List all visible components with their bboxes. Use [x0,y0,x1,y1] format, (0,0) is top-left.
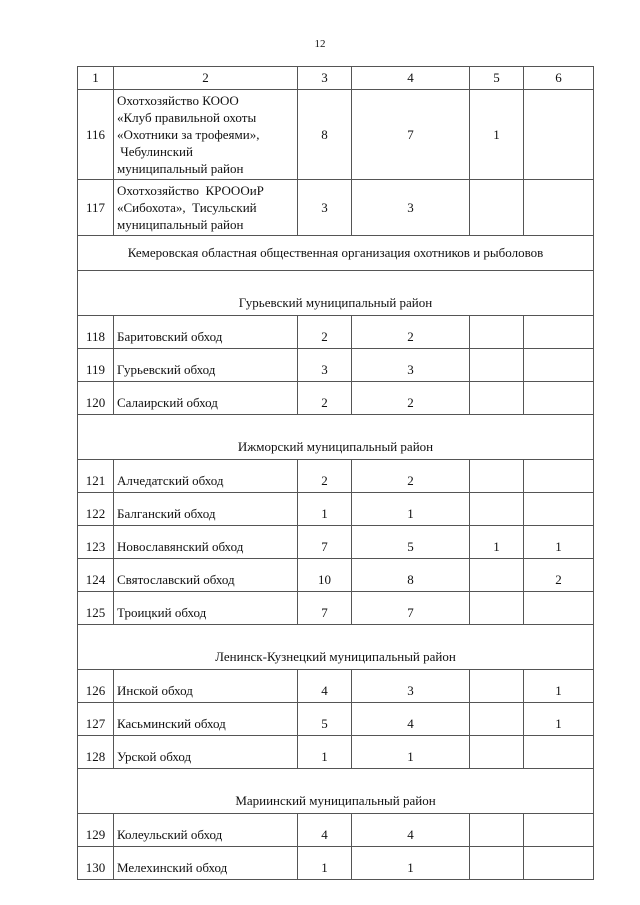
row-name: Новославянский обход [114,526,298,559]
organization-title-row [78,236,594,271]
row-name: Инской обход [114,670,298,703]
row-value-c5 [470,349,524,382]
row-value-c4: 7 [352,592,470,625]
row-value-c4: 2 [352,382,470,415]
row-value-c3: 4 [298,670,352,703]
row-value-c6 [524,592,594,625]
row-value-c4: 7 [352,90,470,180]
row-name: Колеульский обход [114,814,298,847]
row-value-c6: 1 [524,703,594,736]
row-value-c4: 4 [352,814,470,847]
table-row [78,847,594,880]
row-value-c5 [470,703,524,736]
header-cell: 3 [298,67,352,90]
row-name: Святославский обход [114,559,298,592]
district-title: Ижморский муниципальный район [78,415,594,460]
row-number: 117 [78,180,114,236]
district-header-row [78,415,594,460]
row-value-c3: 3 [298,349,352,382]
row-value-c4: 4 [352,703,470,736]
row-value-c4: 2 [352,460,470,493]
row-number: 126 [78,670,114,703]
row-number: 124 [78,559,114,592]
table-row [78,814,594,847]
row-value-c5 [470,736,524,769]
table-row [78,316,594,349]
row-value-c4: 2 [352,316,470,349]
row-name-line: Охотхозяйство КРОООиР [117,183,264,198]
row-value-c4: 3 [352,670,470,703]
row-value-c6: 1 [524,526,594,559]
row-value-c6 [524,493,594,526]
row-value-c3: 7 [298,592,352,625]
row-name: Баритовский обход [114,316,298,349]
district-header-row [78,271,594,316]
row-number: 123 [78,526,114,559]
row-value-c4: 5 [352,526,470,559]
row-value-c3: 3 [298,180,352,236]
row-number: 127 [78,703,114,736]
table-row [78,349,594,382]
row-number: 116 [78,90,114,180]
row-value-c6 [524,90,594,180]
table-row [78,592,594,625]
row-name: Балганский обход [114,493,298,526]
row-name: Салаирский обход [114,382,298,415]
row-value-c3: 1 [298,493,352,526]
table-row [78,90,594,180]
table-row [78,493,594,526]
row-name-line: «Клуб правильной охоты [117,110,257,125]
row-value-c5 [470,316,524,349]
row-name: Урской обход [114,736,298,769]
row-value-c3: 5 [298,703,352,736]
header-cell: 4 [352,67,470,90]
page-number: 12 [314,38,326,50]
row-number: 121 [78,460,114,493]
row-name [114,90,298,180]
row-name-line: «Охотники за трофеями», [117,127,260,142]
row-value-c5 [470,382,524,415]
row-number: 125 [78,592,114,625]
row-value-c5 [470,847,524,880]
table-row [78,736,594,769]
row-value-c3: 1 [298,736,352,769]
header-cell: 2 [114,67,298,90]
table-row [78,180,594,236]
row-name-line: «Сибохота», Тисульский [117,200,257,215]
row-name: Алчедатский обход [114,460,298,493]
row-name [114,180,298,236]
row-value-c4: 8 [352,559,470,592]
table-row [78,382,594,415]
district-title: Мариинский муниципальный район [78,769,594,814]
row-value-c3: 7 [298,526,352,559]
table-row [78,526,594,559]
table-row [78,460,594,493]
row-value-c5 [470,814,524,847]
header-cell: 1 [78,67,114,90]
row-value-c4: 3 [352,180,470,236]
row-name-line: Чебулинский [117,144,193,159]
row-value-c3: 2 [298,382,352,415]
row-value-c3: 8 [298,90,352,180]
row-value-c5 [470,592,524,625]
row-name-line: муниципальный район [117,217,244,232]
row-value-c5 [470,460,524,493]
row-name-line: муниципальный район [117,161,244,176]
row-name: Гурьевский обход [114,349,298,382]
row-number: 122 [78,493,114,526]
row-number: 118 [78,316,114,349]
header-cell: 5 [470,67,524,90]
table-header-row [78,67,594,90]
organization-title: Кемеровская областная общественная организация охотников и рыболовов [78,236,594,271]
row-number: 120 [78,382,114,415]
row-value-c6: 2 [524,559,594,592]
row-value-c5 [470,559,524,592]
table-row [78,559,594,592]
table-row [78,703,594,736]
row-value-c5 [470,670,524,703]
row-value-c4: 3 [352,349,470,382]
row-value-c4: 1 [352,736,470,769]
row-name: Мелехинский обход [114,847,298,880]
district-title: Ленинск-Кузнецкий муниципальный район [78,625,594,670]
row-value-c3: 10 [298,559,352,592]
row-value-c3: 4 [298,814,352,847]
row-value-c4: 1 [352,493,470,526]
row-number: 129 [78,814,114,847]
row-value-c6 [524,316,594,349]
row-name-line: Охотхозяйство КООО [117,93,239,108]
row-value-c6 [524,349,594,382]
row-name: Касьминский обход [114,703,298,736]
table-row [78,670,594,703]
row-name: Троицкий обход [114,592,298,625]
row-value-c6 [524,736,594,769]
row-value-c3: 1 [298,847,352,880]
row-number: 128 [78,736,114,769]
district-header-row [78,769,594,814]
hunting-grounds-table [77,66,594,880]
district-header-row [78,625,594,670]
row-number: 130 [78,847,114,880]
header-cell: 6 [524,67,594,90]
row-number: 119 [78,349,114,382]
row-value-c4: 1 [352,847,470,880]
row-value-c6 [524,814,594,847]
row-value-c3: 2 [298,316,352,349]
row-value-c5: 1 [470,90,524,180]
row-value-c6 [524,847,594,880]
district-title: Гурьевский муниципальный район [78,271,594,316]
row-value-c6 [524,382,594,415]
row-value-c5 [470,180,524,236]
row-value-c5 [470,493,524,526]
row-value-c6 [524,460,594,493]
row-value-c6 [524,180,594,236]
row-value-c5: 1 [470,526,524,559]
table-body [78,67,594,880]
row-value-c6: 1 [524,670,594,703]
row-value-c3: 2 [298,460,352,493]
